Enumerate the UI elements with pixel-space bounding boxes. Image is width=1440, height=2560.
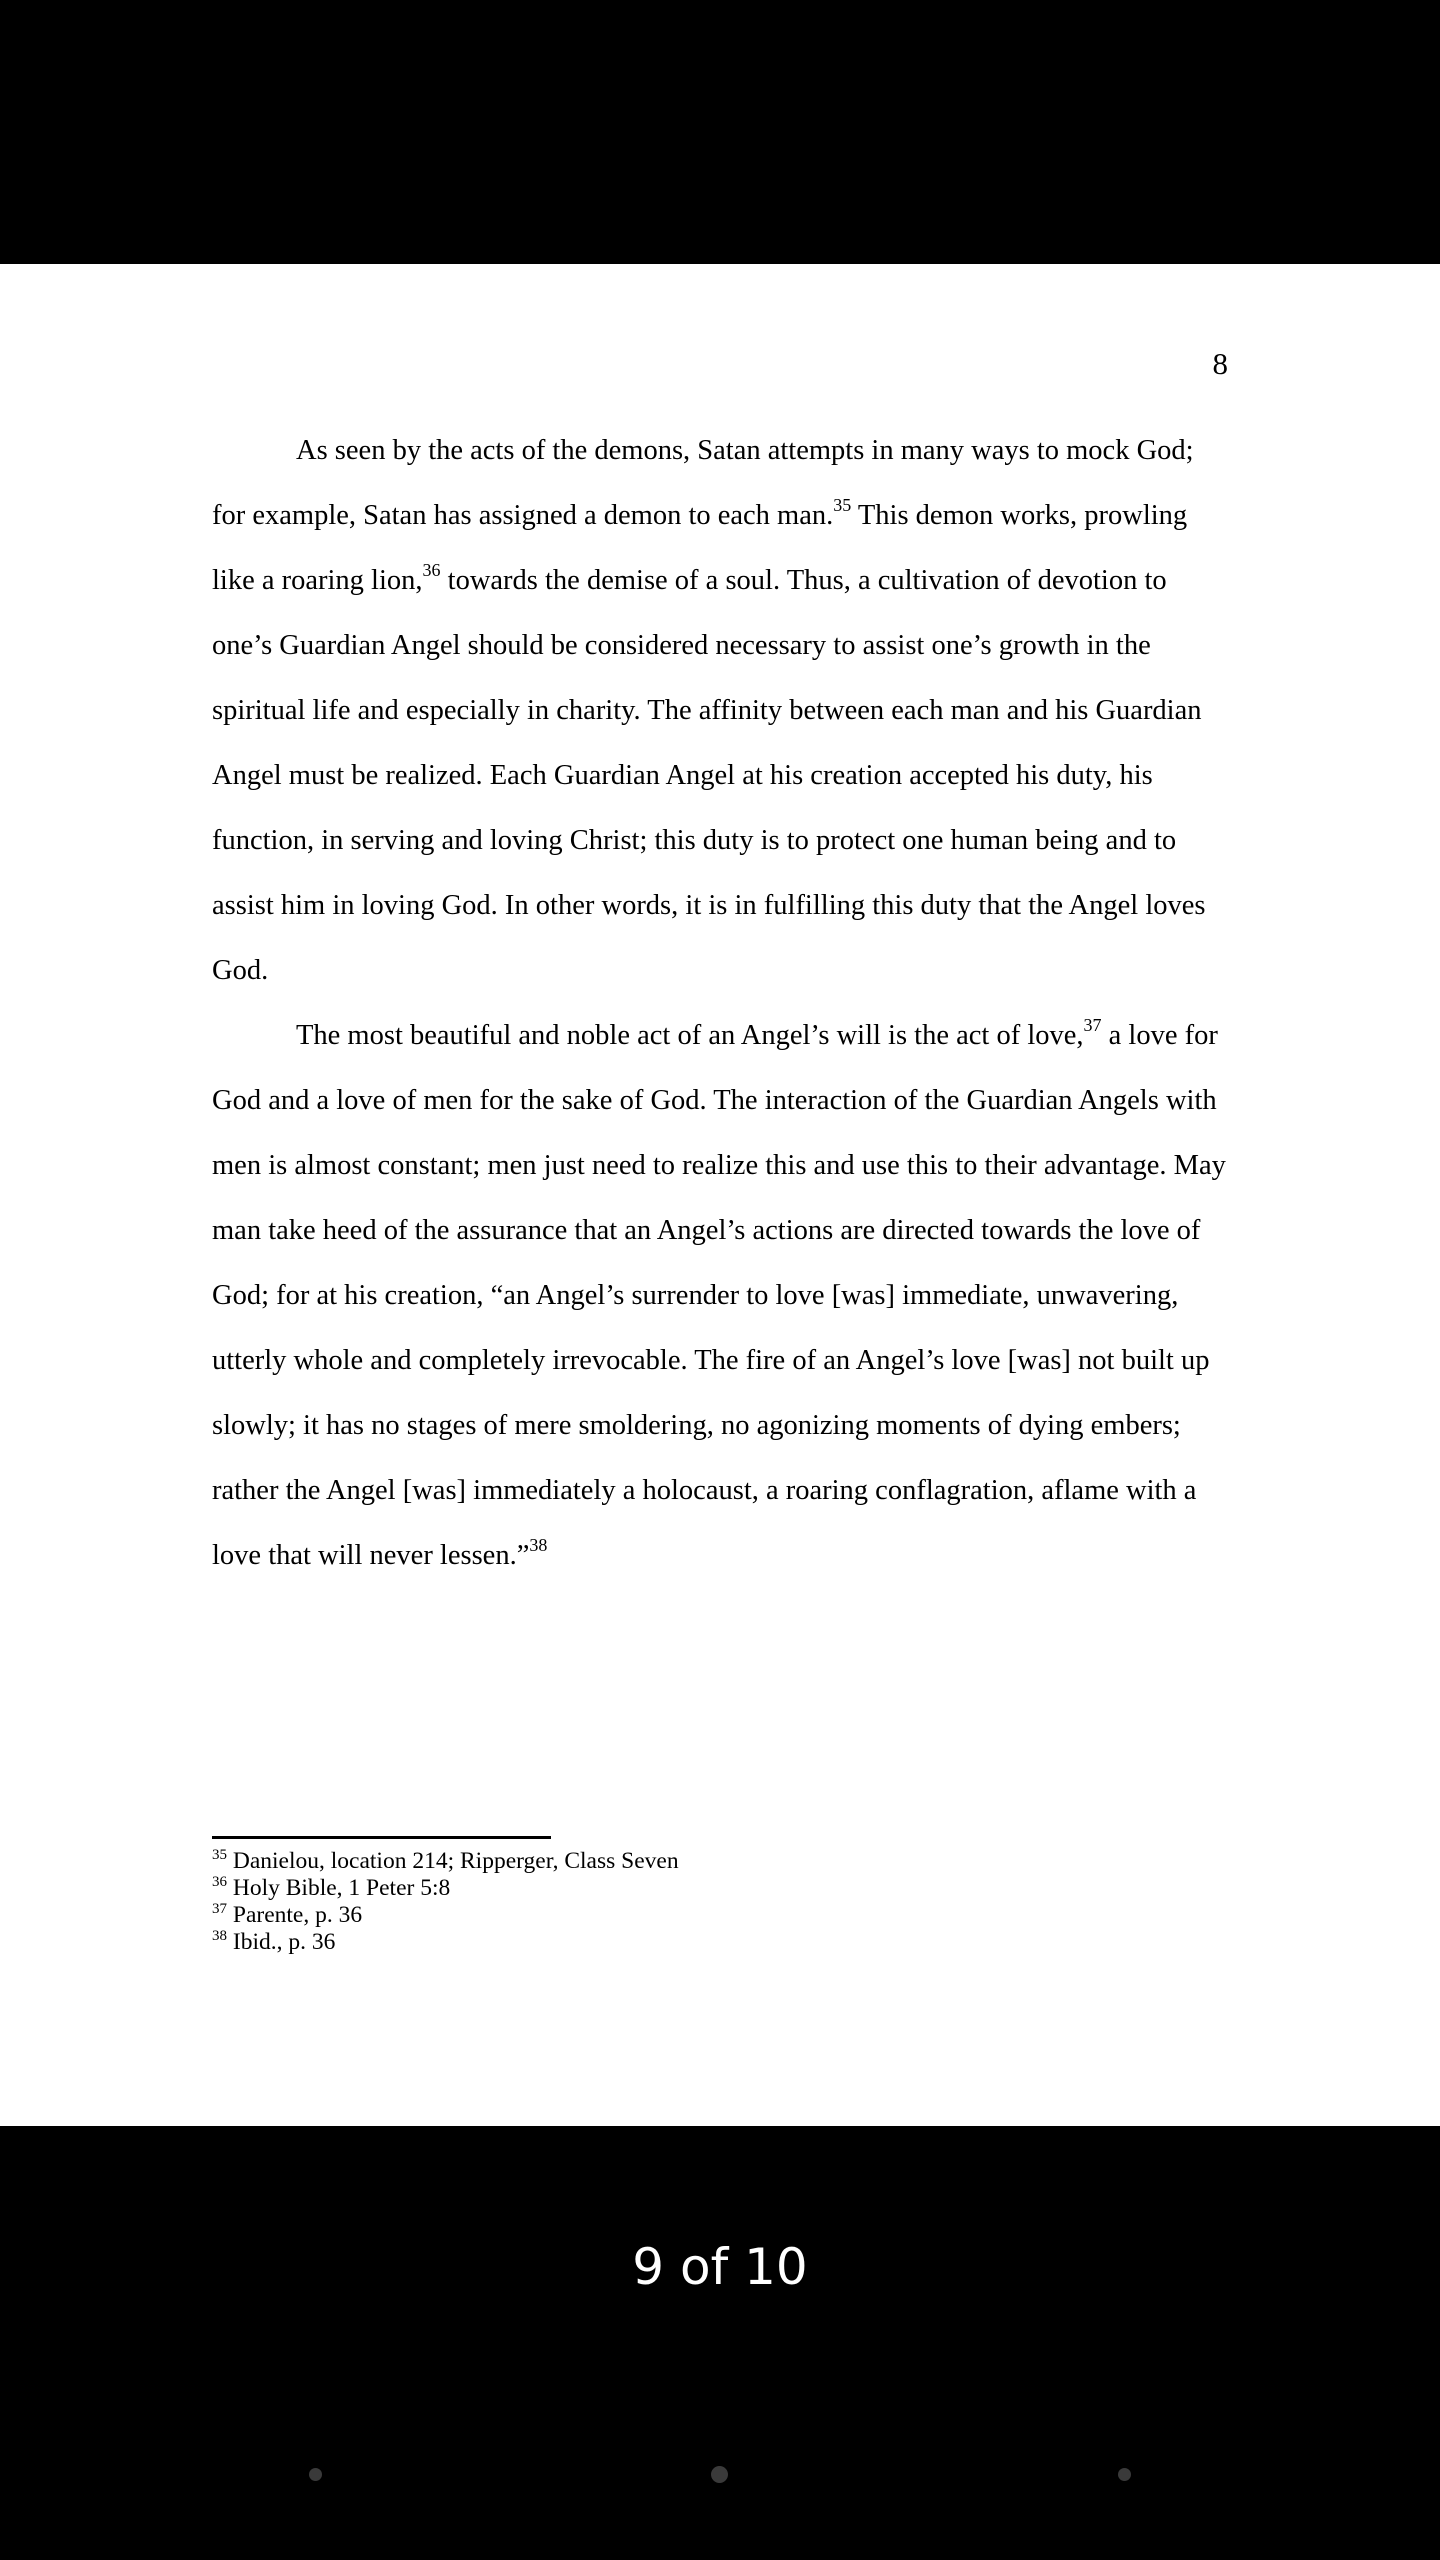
page-number: 8 xyxy=(1212,346,1228,381)
footnote-number: 36 xyxy=(212,1874,227,1890)
footnote-number: 35 xyxy=(212,1847,227,1863)
viewer-top-bar xyxy=(0,0,1440,264)
footnote-ref-38: 38 xyxy=(529,1535,548,1555)
recent-apps-nav-icon[interactable] xyxy=(1118,2468,1131,2481)
paragraph-2-text-2: a love for God and a love of men for the sake of God. The interaction of the Guardian Angels with men is almost constant; men just need to realize this and use this to their advantage. May man take heed of the assurance that an Angel’s actions are directed towards the love of God; for at his creation, “an Angel’s surrender to love [was] immediate, unwavering, utterly whole and completely irrevocable. The fire of an Angel’s love [was] not built up slowly; it has no stages of mere smoldering, no agonizing moments of dying embers; rather the Angel [was] immediately a holocaust, a roaring conflagration, aflame with a love that will never lessen.” xyxy=(212,1020,1226,1571)
footnote-ref-36: 36 xyxy=(422,560,441,580)
paragraph-1-text-2: This demon works, prowling like a roaring lion, xyxy=(212,500,1188,596)
footnote-ref-35: 35 xyxy=(833,495,852,515)
footnote-item xyxy=(212,1902,1228,1929)
footnote-text: Danielou, location 214; Ripperger, Class Seven xyxy=(232,1848,679,1874)
footnotes xyxy=(212,1848,1228,1956)
footnote-item xyxy=(212,1875,1228,1902)
paragraph-1-text-1: As seen by the acts of the demons, Satan attempts in many ways to mock God; for example, Satan has assigned a demon to each man. xyxy=(212,435,1194,531)
footnote-ref-37: 37 xyxy=(1083,1015,1102,1035)
footnote-text: Parente, p. 36 xyxy=(232,1902,363,1928)
paragraph-2-text-1: The most beautiful and noble act of an Angel’s will is the act of love, xyxy=(296,1020,1084,1051)
footnote-divider xyxy=(212,1836,551,1839)
footnote-number: 37 xyxy=(212,1901,227,1917)
page-indicator: 9 of 10 xyxy=(632,2238,808,2296)
footnote-item xyxy=(212,1848,1228,1875)
back-nav-icon[interactable] xyxy=(309,2468,322,2481)
footnote-text: Ibid., p. 36 xyxy=(232,1929,336,1955)
paragraph-2 xyxy=(212,1003,1228,1588)
footnote-text: Holy Bible, 1 Peter 5:8 xyxy=(232,1875,451,1901)
body-text xyxy=(212,418,1228,1588)
paragraph-1 xyxy=(212,418,1228,1003)
viewer-bottom-bar xyxy=(0,2126,1440,2560)
home-nav-icon[interactable] xyxy=(711,2466,728,2483)
paragraph-1-text-3: towards the demise of a soul. Thus, a cultivation of devotion to one’s Guardian Angel should be considered necessary to assist one’s growth in the spiritual life and especially in charity. The affinity between each man and his Guardian Angel must be realized. Each Guardian Angel at his creation accepted his duty, his function, in serving and loving Christ; this duty is to protect one human being and to assist him in loving God. In other words, it is in fulfilling this duty that the Angel loves God. xyxy=(212,565,1206,986)
footnote-item xyxy=(212,1929,1228,1956)
document-page[interactable] xyxy=(0,264,1440,2126)
footnote-number: 38 xyxy=(212,1928,227,1944)
